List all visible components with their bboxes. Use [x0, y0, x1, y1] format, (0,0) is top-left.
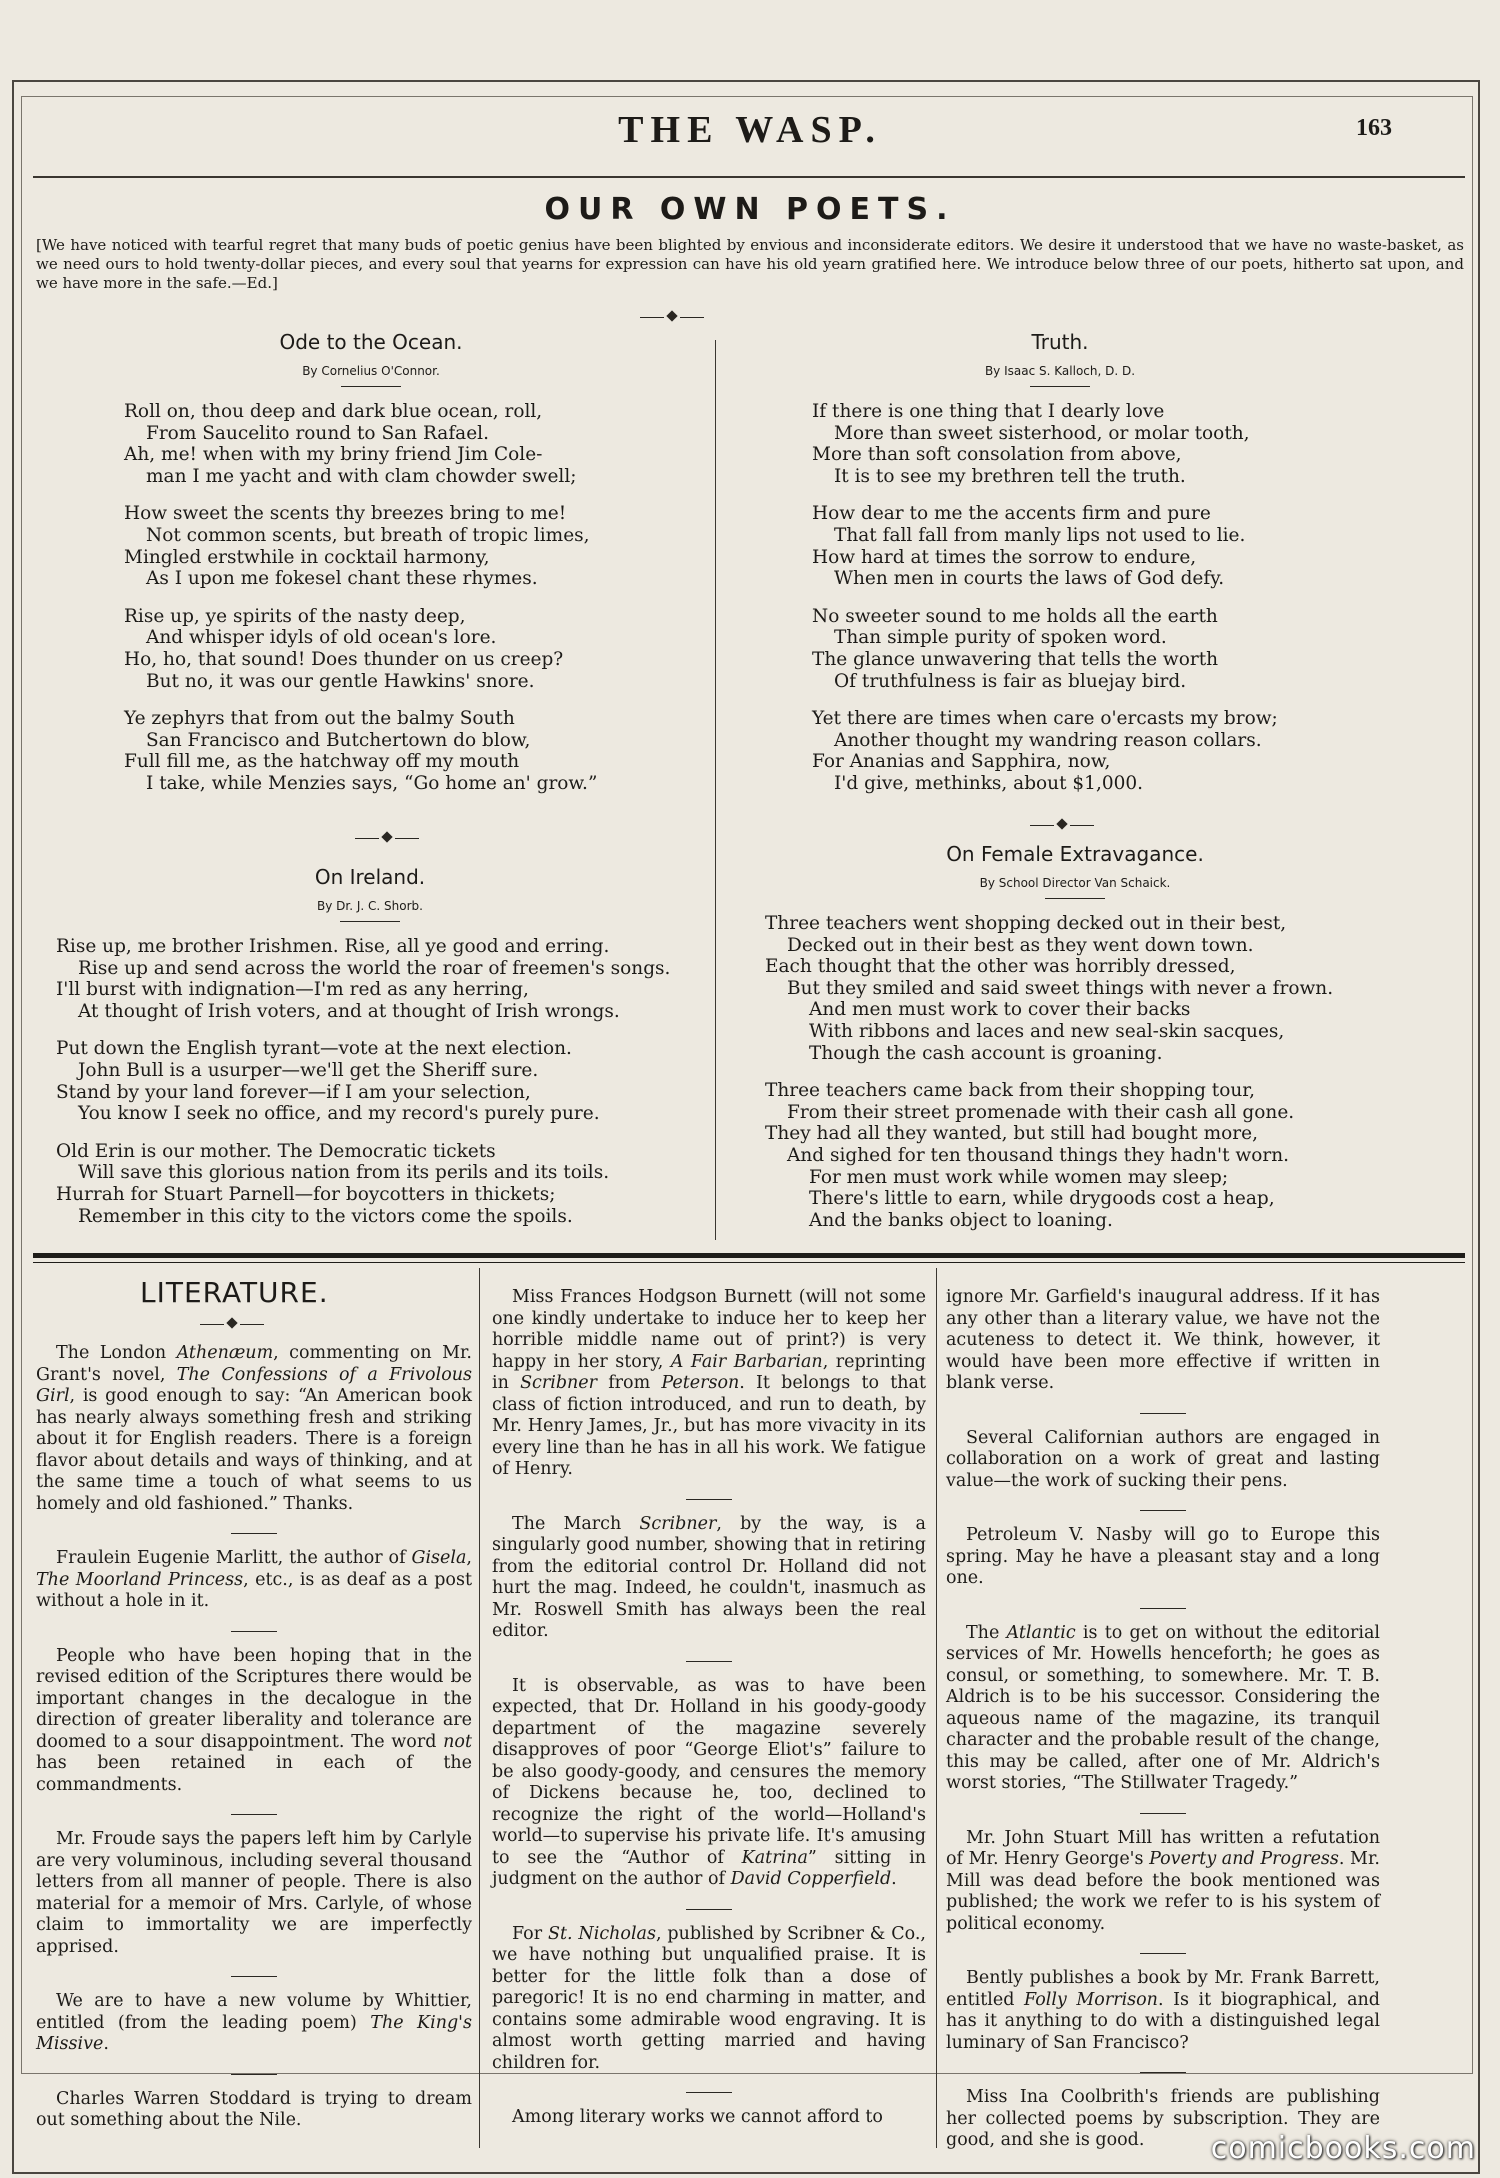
literature-paragraph: We are to have a new volume by Whittier, entitled (from the leading poem) The King's Missive. — [36, 1991, 472, 2054]
paragraph-separator — [231, 1631, 277, 1632]
poets-section-heading: OUR OWN POETS. — [544, 192, 956, 227]
verse-line: Stand by your land forever—if I am your selection, — [56, 1081, 531, 1103]
verse-line: Full fill me, as the hatchway off my mouth — [124, 751, 520, 773]
editor-note: [We have noticed with tearful regret that many buds of poetic genius have been blighted by envious and inconsiderate editors. We desire it understood that we have no waste-basket, as we need ours to hold twenty-dollar pieces, and every soul that yearns for expression can have his old yearn gratified here. We introduce below three of our poets, hitherto sat upon, and we have more in the safe.—Ed.] — [36, 236, 1464, 292]
paragraph-separator — [231, 1814, 277, 1815]
section-rule-thin — [33, 1262, 1465, 1263]
verse-line: I'll burst with indignation—I'm red as any herring, — [56, 979, 529, 1001]
literature-paragraph: It is observable, as was to have been expected, that Dr. Holland in his goody-goody department of the magazine severely disapproves of poor “George Eliot's” failure to be also goody-goody, and censures the memory of Dickens because he, too, declined to recognize the right of the world—Holland's world—to supervise his private life. It's amusing to see the “Author of Katrina” sitting in judgment on the author of David Copperfield. — [492, 1675, 926, 1889]
verse-line: And sighed for ten thousand things they hadn't worn. — [787, 1144, 1290, 1166]
byline-rule — [341, 386, 401, 387]
verse-line: At thought of Irish voters, and at thought of Irish wrongs. — [78, 1000, 620, 1022]
verse-line: The glance unwavering that tells the worth — [812, 648, 1219, 670]
paragraph-separator — [686, 1661, 732, 1662]
ornament-divider — [355, 830, 419, 848]
stanza — [812, 708, 1380, 794]
verse-line: Will save this glorious nation from its perils and its toils. — [78, 1162, 610, 1184]
paragraph-separator — [231, 1976, 277, 1977]
stanza — [124, 503, 686, 589]
paragraph-separator — [1140, 1813, 1186, 1814]
verse-line: Ah, me! when with my briny friend Jim Cole- — [124, 444, 543, 466]
page-number: 163 — [1356, 115, 1392, 141]
poem-byline: By Cornelius O'Connor. — [302, 364, 440, 378]
verse-line: How sweet the scents thy breezes bring to me! — [124, 503, 567, 525]
verse-line: Roll on, thou deep and dark blue ocean, roll, — [124, 401, 543, 422]
literature-column-divider — [936, 1268, 937, 2148]
verse-line: Than simple purity of spoken word. — [834, 627, 1167, 649]
verse-line: Three teachers came back from their shopping tour, — [765, 1080, 1255, 1102]
literature-paragraph: Miss Frances Hodgson Burnett (will not some one kindly undertake to induce her to keep her horrible middle name out of print?) is very happy in her story, A Fair Barbarian, reprinting in Scribner from Peterson. It belongs to that class of fiction introduced, and run to death, by Mr. Henry James, Jr., but has more vivacity in its every line than he has in all his work. We fatigue of Henry. — [492, 1287, 926, 1479]
verse-line: No sweeter sound to me holds all the earth — [812, 605, 1218, 627]
verse-line: For Ananias and Sapphira, now, — [812, 751, 1111, 773]
stanza — [56, 1038, 700, 1124]
poem-byline: By Isaac S. Kalloch, D. D. — [984, 364, 1136, 378]
paragraph-separator — [1140, 1413, 1186, 1414]
poem-byline: By Dr. J. C. Shorb. — [317, 899, 423, 913]
literature-paragraph: Miss Ina Coolbrith's friends are publishing her collected poems by subscription. They are good, and she is good. — [946, 2087, 1380, 2150]
literature-heading: LITERATURE. — [140, 1276, 329, 1309]
verse-line: Put down the English tyrant—vote at the next election. — [56, 1038, 572, 1060]
literature-column-3 — [946, 1287, 1380, 2170]
ornament-divider — [200, 1316, 264, 1334]
literature-paragraph: Among literary works we cannot afford to — [512, 2107, 883, 2127]
poem-title: On Ireland. — [314, 865, 426, 889]
verse-line: San Francisco and Butchertown do blow, — [146, 729, 531, 751]
paragraph-separator — [1140, 1608, 1186, 1609]
verse-line: But they smiled and said sweet things with never a frown. — [787, 977, 1334, 999]
verse-line: There's little to earn, while drygoods cost a heap, — [809, 1188, 1275, 1210]
verse-line: I take, while Menzies says, “Go home an' grow.” — [146, 772, 598, 794]
poem-body — [56, 401, 686, 795]
stanza — [124, 401, 686, 487]
ornament-divider — [1030, 817, 1094, 835]
poem-byline: By School Director Van Schaick. — [979, 876, 1171, 890]
verse-line: And whisper idyls of old ocean's lore. — [146, 627, 497, 649]
literature-paragraph: Several Californian authors are engaged in collaboration on a work of great and lasting value—the work of sucking their pens. — [946, 1427, 1380, 1491]
poem-title: Ode to the Ocean. — [279, 330, 463, 354]
paragraph-separator — [231, 1533, 277, 1534]
verse-line: Three teachers went shopping decked out in their best, — [765, 913, 1287, 934]
verse-line: Each thought that the other was horribly dressed, — [765, 956, 1236, 978]
verse-line: man I me yacht and with clam chowder swell; — [146, 465, 577, 487]
verse-line: How hard at times the sorrow to endure, — [812, 546, 1197, 568]
stanza — [812, 401, 1380, 487]
verse-line: Another thought my wandring reason collars. — [834, 729, 1262, 751]
verse-line: And the banks object to loaning. — [809, 1209, 1113, 1231]
verse-line: It is to see my brethren tell the truth. — [834, 465, 1186, 487]
verse-line: More than sweet sisterhood, or molar tooth, — [834, 422, 1250, 444]
literature-paragraph: Bently publishes a book by Mr. Frank Barrett, entitled Folly Morrison. Is it biographical, and has it anything to do with a distinguished legal luminary of San Francisco? — [946, 1968, 1380, 2053]
section-rule-thick — [33, 1253, 1465, 1258]
paragraph-separator — [1140, 1510, 1186, 1511]
verse-line: Ye zephyrs that from out the balmy South — [124, 708, 515, 730]
literature-paragraph: Mr. Froude says the papers left him by Carlyle are very voluminous, including several thousand letters from all manner of people. There is also material for a memoir of Mrs. Carlyle, of whose claim to immortality we are imperfectly apprised. — [36, 1829, 472, 1957]
verse-line: When men in courts the laws of God defy. — [834, 568, 1225, 590]
literature-paragraph: ignore Mr. Garfield's inaugural address. If it has any other than a literary value, we have not the acuteness to detect it. We think, however, it would have been more effective if written in blank verse. — [946, 1287, 1380, 1393]
literature-column-2 — [492, 1287, 926, 2147]
literature-paragraph: Fraulein Eugenie Marlitt, the author of Gisela, The Moorland Princess, etc., is as deaf as a post without a hole in it. — [36, 1548, 472, 1611]
stanza — [56, 936, 700, 1022]
poem-on-female-extravagance — [745, 842, 1405, 1247]
watermark: comicbooks.com — [1210, 2131, 1476, 2166]
verse-line: You know I seek no office, and my record's purely pure. — [78, 1103, 600, 1125]
literature-paragraph: For St. Nicholas, published by Scribner & Co., we have nothing but unqualified praise. It is better for the little folk than a dose of paregoric! It is no end charming in matter, and contains some admirable wood engraving. It is almost worth getting married and having children for. — [492, 1923, 926, 2073]
stanza — [56, 1141, 700, 1227]
verse-line: With ribbons and laces and new seal-skin sacques, — [809, 1020, 1285, 1042]
poems-column-divider — [715, 340, 716, 1240]
literature-paragraph: People who have been hoping that in the revised edition of the Scriptures there would be important changes in the decalogue in the direction of greater liberality and tolerance are doomed to a sour disappointment. The word not has been retained in each of the commandments. — [36, 1645, 472, 1795]
poem-truth — [740, 330, 1380, 811]
literature-paragraph: The Atlantic is to get on without the editorial services of Mr. Howells henceforth; he goes as consul, or something, to somewhere. Mr. T. B. Aldrich is to be his successor. Considering the aqueous name of the magazine, its tranquil character and the probable result of the change, this may be called, after one of Mr. Aldrich's worst stories, “The Stillwater Tragedy.” — [946, 1622, 1380, 1793]
verse-line: They had all they wanted, but still had bought more, — [765, 1123, 1258, 1145]
verse-line: Remember in this city to the victors come the spoils. — [78, 1205, 573, 1227]
literature-column-divider — [479, 1268, 480, 2148]
verse-line: As I upon me fokesel chant these rhymes. — [146, 568, 538, 590]
verse-line: Rise up and send across the world the roar of freemen's songs. — [78, 957, 671, 979]
verse-line: I'd give, methinks, about $1,000. — [834, 772, 1144, 794]
paragraph-separator — [1140, 2072, 1186, 2073]
verse-line: From their street promenade with their cash all gone. — [787, 1101, 1295, 1123]
verse-line: John Bull is a usurper—we'll get the Sheriff sure. — [78, 1059, 539, 1081]
literature-paragraph: The London Athenæum, commenting on Mr. Grant's novel, The Confessions of a Frivolous Girl, is good enough to say: “An American book has nearly always something fresh and striking about it for English readers. There is a foreign flavor about details and ways of thinking, and at the same time a touch of what seems to us homely and old fashioned.” Thanks. — [36, 1343, 472, 1514]
literature-column-1 — [36, 1343, 472, 2150]
byline-rule — [1045, 898, 1105, 899]
stanza — [765, 913, 1405, 1064]
poem-body — [745, 913, 1405, 1231]
poem-body — [40, 936, 700, 1227]
verse-line: Ho, ho, that sound! Does thunder on us creep? — [124, 648, 564, 670]
poem-body — [740, 401, 1380, 795]
poem-title: On Female Extravagance. — [946, 842, 1204, 866]
literature-paragraph: Petroleum V. Nasby will go to Europe this spring. May he have a pleasant stay and a long one. — [946, 1525, 1380, 1588]
verse-line: How dear to me the accents firm and pure — [812, 503, 1211, 525]
paragraph-separator — [1140, 1953, 1186, 1954]
literature-paragraph: The March Scribner, by the way, is a singularly good number, showing that in retiring from the editorial control Dr. Holland did not hurt the mag. Indeed, he couldn't, inasmuch as Mr. Roswell Smith has always been the real editor. — [492, 1513, 926, 1641]
paragraph-separator — [686, 1909, 732, 1910]
verse-line: But no, it was our gentle Hawkins' snore. — [146, 670, 535, 692]
paragraph-separator — [686, 2092, 732, 2093]
title-rule — [33, 176, 1465, 178]
verse-line: Old Erin is our mother. The Democratic tickets — [56, 1140, 496, 1162]
verse-line: If there is one thing that I dearly love — [812, 401, 1165, 422]
stanza — [812, 606, 1380, 692]
stanza — [124, 708, 686, 794]
verse-line: Rise up, ye spirits of the nasty deep, — [124, 605, 466, 627]
paragraph-separator — [231, 2074, 277, 2075]
verse-line: And men must work to cover their backs — [809, 999, 1191, 1021]
paragraph-separator — [686, 1499, 732, 1500]
stanza — [124, 606, 686, 692]
poem-title: Truth. — [1031, 330, 1089, 354]
verse-line: Of truthfulness is fair as bluejay bird. — [834, 670, 1187, 692]
literature-paragraph: Charles Warren Stoddard is trying to dream out something about the Nile. — [36, 2088, 472, 2130]
verse-line: More than soft consolation from above, — [812, 444, 1182, 466]
verse-line: Yet there are times when care o'ercasts my brow; — [812, 708, 1278, 730]
verse-line: That fall fall from manly lips not used to lie. — [834, 524, 1246, 546]
verse-line: For men must work while women may sleep; — [809, 1166, 1229, 1188]
poem-ode-to-the-ocean — [56, 330, 686, 811]
verse-line: Decked out in their best as they went down town. — [787, 934, 1254, 956]
byline-rule — [340, 921, 400, 922]
literature-paragraph: Mr. John Stuart Mill has written a refutation of Mr. Henry George's Poverty and Progress. Mr. Mill was dead before the book mentioned was published; the work we refer to is his system of political economy. — [946, 1827, 1380, 1934]
poem-on-ireland — [40, 865, 700, 1243]
newspaper-title: THE WASP. — [618, 109, 882, 151]
byline-rule — [1030, 386, 1090, 387]
stanza — [765, 1080, 1405, 1231]
verse-line: Though the cash account is groaning. — [809, 1042, 1163, 1064]
verse-line: Mingled erstwhile in cocktail harmony, — [124, 546, 490, 568]
verse-line: From Saucelito round to San Rafael. — [146, 422, 489, 444]
ornament-divider — [640, 309, 704, 327]
stanza — [812, 503, 1380, 589]
verse-line: Hurrah for Stuart Parnell—for boycotters in thickets; — [56, 1183, 556, 1205]
verse-line: Not common scents, but breath of tropic limes, — [146, 524, 590, 546]
verse-line: Rise up, me brother Irishmen. Rise, all ye good and erring. — [56, 936, 610, 957]
